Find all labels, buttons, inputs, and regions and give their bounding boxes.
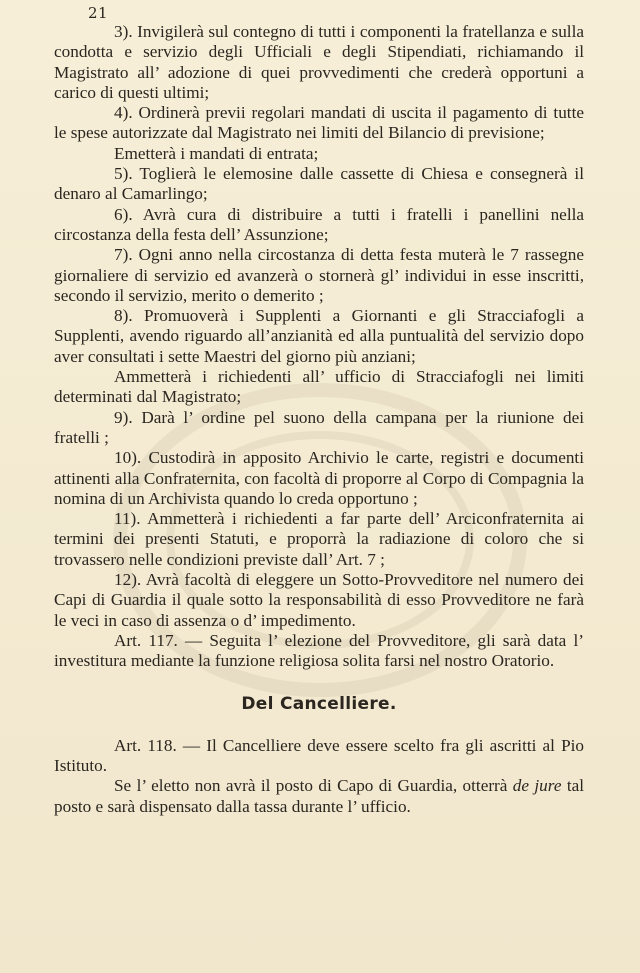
- section-heading: Del Cancelliere.: [241, 693, 397, 714]
- paragraph-capo-guardia: [54, 776, 584, 817]
- latin-phrase: de jure: [512, 776, 562, 796]
- paragraph-item-5: 5). Toglierà le elemosine dalle cassette di Chiesa e consegnerà il denaro al Camarlingo;: [54, 164, 584, 204]
- paragraph-item-8: 8). Promuoverà i Supplenti a Giornanti e gli Stracciafogli a Supplenti, avendo riguardo all’anzianità ed alla puntualità del servizio dopo aver consultati i sette Maestri del giorno più anziani;: [54, 306, 584, 366]
- body-text: [54, 22, 584, 817]
- paragraph-art-117: Art. 117. — Seguita l’ elezione del Provveditore, gli sarà data l’ investitura mediante la funzione religiosa solita farsi nel nostro Oratorio.: [54, 630, 584, 671]
- text-fragment: tal posto e sarà dispensato dalla tassa durante l’ ufficio.: [54, 776, 585, 816]
- paragraph-item-7: 7). Ogni anno nella circostanza di detta festa muterà le 7 rassegne giornaliere di servizio ed avanzerà o stornerà gl’ individui in esse inscritti, secondo il servizio, merito o demerito ;: [54, 245, 584, 305]
- text-fragment: Se l’ eletto non avrà il posto di Capo di Guardia, otterrà: [114, 776, 508, 796]
- paragraph-art-118: Art. 118. — Il Cancelliere deve essere scelto fra gli ascritti al Pio Istituto.: [54, 735, 584, 776]
- paragraph-item-11: 11). Ammetterà i richiedenti a far parte dell’ Arciconfraternita ai termini dei presenti Statuti, e proporrà la radiazione di coloro che si trovassero nelle condizioni previste dall’ Art. 7 ;: [54, 509, 584, 569]
- paragraph-item-4: 4). Ordinerà previi regolari mandati di uscita il pagamento di tutte le spese autorizzate dal Magistrato nei limiti del Bilancio di previsione;: [54, 103, 584, 143]
- paragraph-mandati-entrata: Emetterà i mandati di entrata;: [114, 143, 319, 163]
- paragraph-stracciafogli: Ammetterà i richiedenti all’ ufficio di Stracciafogli nei limiti determinati dal Magistrato;: [54, 367, 584, 407]
- paragraph-item-6: 6). Avrà cura di distribuire a tutti i fratelli i panellini nella circostanza della festa dell’ Assunzione;: [54, 204, 584, 244]
- paragraph-item-3: 3). Invigilerà sul contegno di tutti i componenti la fratellanza e sulla condotta e servizio degli Ufficiali e degli Stipendiati, richiamando il Magistrato all’ adozione di quei provvedimenti che crederà opportuni a carico di questi ultimi;: [54, 22, 584, 102]
- page-number: 21: [88, 4, 109, 22]
- paragraph-item-9: 9). Darà l’ ordine pel suono della campana per la riunione dei fratelli ;: [54, 407, 584, 447]
- paragraph-item-12: 12). Avrà facoltà di eleggere un Sotto-Provveditore nel numero dei Capi di Guardia il quale sotto la responsabilità di esso Provveditore ne farà le veci in caso di assenza o d’ impedimento.: [54, 570, 584, 630]
- paragraph-item-10: 10). Custodirà in apposito Archivio le carte, registri e documenti attinenti alla Confraternita, con facoltà di proporre al Corpo di Compagnia la nomina di un Archivista quando lo creda opportuno ;: [54, 448, 584, 508]
